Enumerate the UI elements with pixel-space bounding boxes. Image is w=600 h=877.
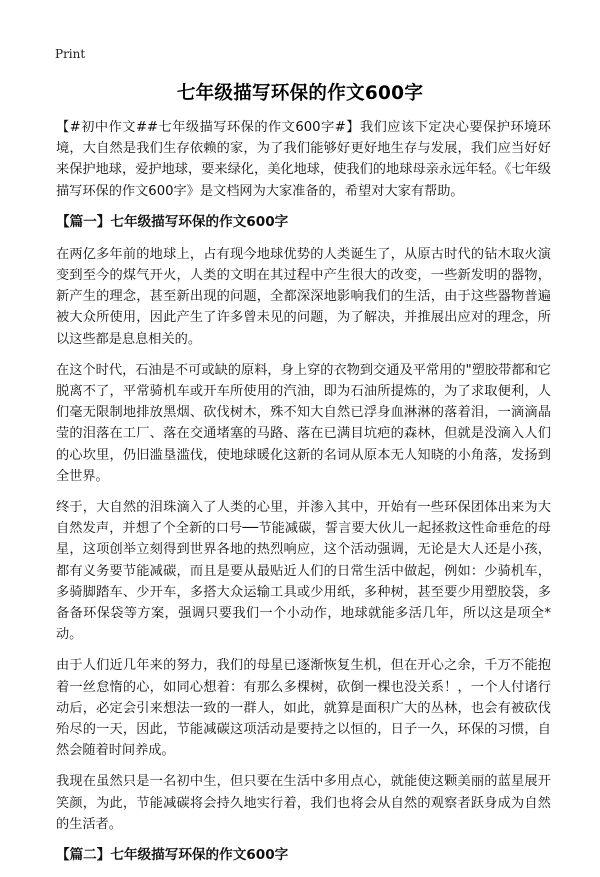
section1-paragraph-4: 由于人们近几年来的努力，我们的母星已逐渐恢复生机，但在开心之余，千万不能抱着一丝怠惰的心，如同心想着：有那么多棵树，砍倒一棵也没关系！，一个人付诸行动后，必定会引来想法一致的一群人，如此，就算是面积广大的丛林，也会有被砍伐殆尽的一天，因此，节能减碳这项活动是要持之以恒的，日子一久，环保的习惯，自然会随着时间养成。 [56,658,551,759]
section1-paragraph-3: 终于，大自然的泪珠滴入了人类的心里，并渗入其中，开始有一些环保团体出来为大自然发声，并想了个全新的口号──节能减碳，誓言要大伙儿一起拯救这性命垂危的母星，这项创举立刻得到世界各地的热烈响应，这个活动强调，无论是大人还是小孩，都有义务要节能减碳，而且是要从最贴近人们的日常生活中做起，例如：少骑机车，多骑脚踏车、少开车，多搭大众运输工具或少用纸，多种树，甚至要少用塑胶袋，多备备环保袋等方案，强调只要我们一个小动作，地球就能多活几年，所以这是项全*动。 [56,500,551,643]
section-heading-1: 【篇一】七年级描写环保的作文600字 [56,213,289,230]
section1-paragraph-5: 我现在虽然只是一名初中生，但只要在生活中多用点心，就能使这颗美丽的蓝星展开笑颜，为此，节能减碳将会持久地实行着，我们也将会从自然的观察者跃身成为自然的生活者。 [56,774,551,832]
article-body [56,117,551,877]
page-title: 七年级描写环保的作文600字 [176,83,424,104]
print-link[interactable]: Print [55,47,86,61]
section1-paragraph-2: 在这个时代，石油是不可或缺的原料，身上穿的衣物到交通及平常用的"塑胶带都和它脱离不了，平常骑机车或开车所使用的汽油，即为石油所提炼的，为了求取便利，人们毫无限制地排放黑烟、砍伐树木，殊不知大自然已浮身血淋淋的落着泪，一滴滴晶莹的泪落在工厂、落在交通堵塞的马路、落在已满目坑疤的森林，但就是没滴入人们的心坎里，仍旧滥垦滥伐，使地球暖化这新的名词从原本无人知晓的小角落，发扬到全世界。 [56,362,551,484]
section-heading-2: 【篇二】七年级描写环保的作文600字 [56,847,289,864]
intro-paragraph: 【#初中作文##七年级描写环保的作文600字#】我们应该下定决心要保护环境环境，大自然是我们生存依赖的家，为了我们能够好更好地生存与发展，我们应当好好来保护地球，爱护地球，要来绿化，美化地球，使我们的地球母亲永远年轻。《七年级描写环保的作文600字》是文档网为大家准备的，希望对大家有帮助。 [56,120,551,199]
section1-paragraph-1: 在两亿多年前的地球上，占有现今地球优势的人类诞生了，从原古时代的钻木取火演变到至今的煤气开火，人类的文明在其过程中产生很大的改变，一些新发明的器物，新产生的理念，甚至新出现的问题，全都深深地影响我们的生活，由于这些器物普遍被大众所使用，因此产生了许多曾未见的问题，为了解决，并推展出应对的理念，所以这些都是息息相关的。 [56,246,551,347]
